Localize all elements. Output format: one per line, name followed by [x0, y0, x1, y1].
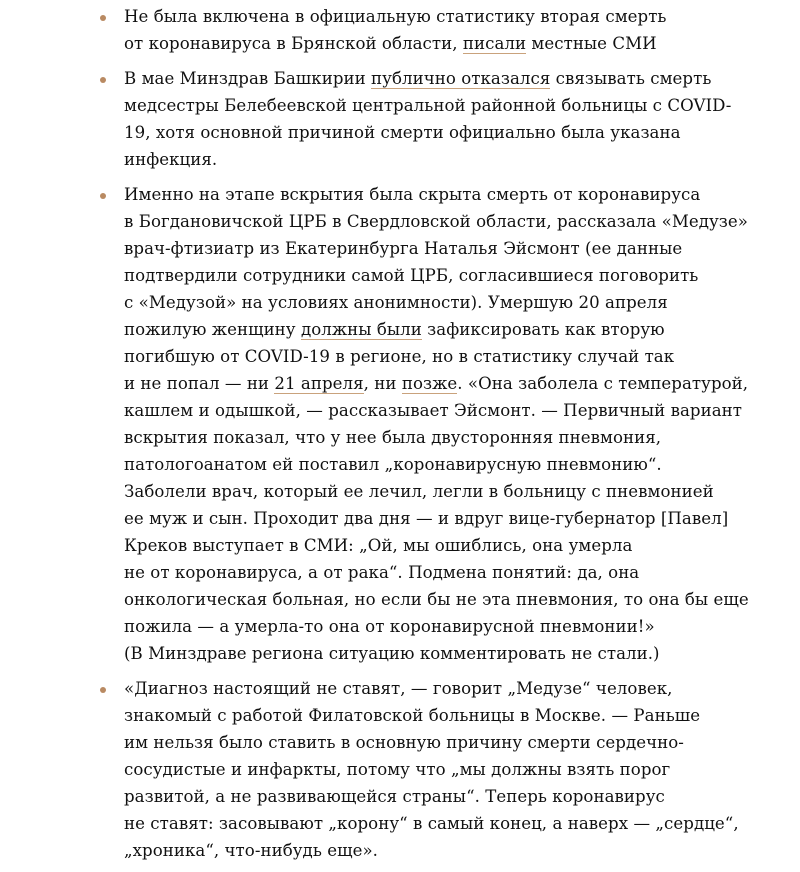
text-line: вскрытия показал, что у нее была двусторонняя пневмония,	[124, 428, 662, 447]
text-line: медсестры Белебеевской центральной районной больницы с COVID-	[124, 96, 732, 115]
text-line: пожила — а умерла-то она от коронавирусной пневмонии!»	[124, 617, 655, 636]
text-segment: пожилую женщину	[124, 320, 301, 339]
text-line: инфекция.	[124, 150, 218, 169]
text-line: Именно на этапе вскрытия была скрыта смерть от коронавируса	[124, 185, 701, 204]
text-line: онкологическая больная, но если бы не эта пневмония, то она бы еще	[124, 590, 749, 609]
bullet-icon	[100, 15, 106, 21]
text-segment: . «Она заболела с температурой,	[457, 374, 749, 393]
text-line	[124, 370, 749, 397]
bullet-icon	[100, 687, 106, 693]
bullet-icon	[100, 77, 106, 83]
text-segment: В мае Минздрав Башкирии	[124, 69, 372, 88]
text-line: не ставят: засовывают „корону“ в самый конец, а наверх — „сердце“,	[124, 814, 739, 833]
text-segment: , ни	[363, 374, 402, 393]
text-line	[124, 316, 710, 343]
text-line: с «Медузой» на условиях анонимности). Умершую 20 апреля	[124, 293, 668, 312]
text-segment: зафиксировать как вторую	[421, 320, 665, 339]
text-line: ее муж и сын. Проходит два дня — и вдруг вице-губернатор [Павел]	[124, 509, 729, 528]
article-link[interactable]: должны были	[300, 320, 422, 339]
article-link[interactable]: публично отказался	[371, 69, 551, 88]
text-line: Заболели врач, который ее лечил, легли в больницу с пневмонией	[124, 482, 714, 501]
text-line: Креков выступает в СМИ: „Ой, мы ошиблись, она умерла	[124, 536, 633, 555]
text-line	[124, 30, 710, 57]
text-segment: местные СМИ	[526, 34, 657, 53]
list-item	[0, 0, 710, 57]
article-link[interactable]: 21 апреля	[274, 374, 364, 393]
text-line: кашлем и одышкой, — рассказывает Эйсмонт. — Первичный вариант	[124, 401, 742, 420]
text-line: подтвердили сотрудники самой ЦРБ, согласившиеся поговорить	[124, 266, 699, 285]
text-line: патологоанатом ей поставил „коронавирусную пневмонию“.	[124, 455, 662, 474]
text-segment: от коронавируса в Брянской области,	[124, 34, 463, 53]
article-link[interactable]: писали	[462, 34, 527, 53]
list-item	[0, 675, 739, 864]
text-segment: и не попал — ни	[124, 374, 275, 393]
text-line: знакомый с работой Филатовской больницы в Москве. — Раньше	[124, 706, 701, 725]
text-line: в Богдановичской ЦРБ в Свердловской области, рассказала «Медузе»	[124, 212, 748, 231]
list-item	[0, 65, 732, 173]
text-line: «Диагноз настоящий не ставят, — говорит „Медузе“ человек,	[124, 679, 673, 698]
text-line: 19, хотя основной причиной смерти официально была указана	[124, 123, 681, 142]
text-line	[124, 65, 710, 92]
text-line: (В Минздраве региона ситуацию комментировать не стали.)	[124, 644, 660, 663]
text-line: сосудистые и инфаркты, потому что „мы должны взять порог	[124, 760, 671, 779]
text-line: развитой, а не развивающейся страны“. Теперь коронавирус	[124, 787, 665, 806]
text-segment: связывать смерть	[550, 69, 712, 88]
list-item	[0, 181, 749, 667]
text-line: не от коронавируса, а от рака“. Подмена понятий: да, она	[124, 563, 640, 582]
text-line: врач-фтизиатр из Екатеринбурга Наталья Эйсмонт (ее данные	[124, 239, 683, 258]
text-line: им нельзя было ставить в основную причину смерти сердечно-	[124, 733, 684, 752]
text-line: погибшую от COVID-19 в регионе, но в статистику случай так	[124, 347, 675, 366]
bullet-icon	[100, 193, 106, 199]
text-line: „хроника“, что-нибудь еще».	[124, 841, 378, 860]
article-link[interactable]: позже	[401, 374, 458, 393]
text-line: Не была включена в официальную статистику вторая смерть	[124, 7, 667, 26]
